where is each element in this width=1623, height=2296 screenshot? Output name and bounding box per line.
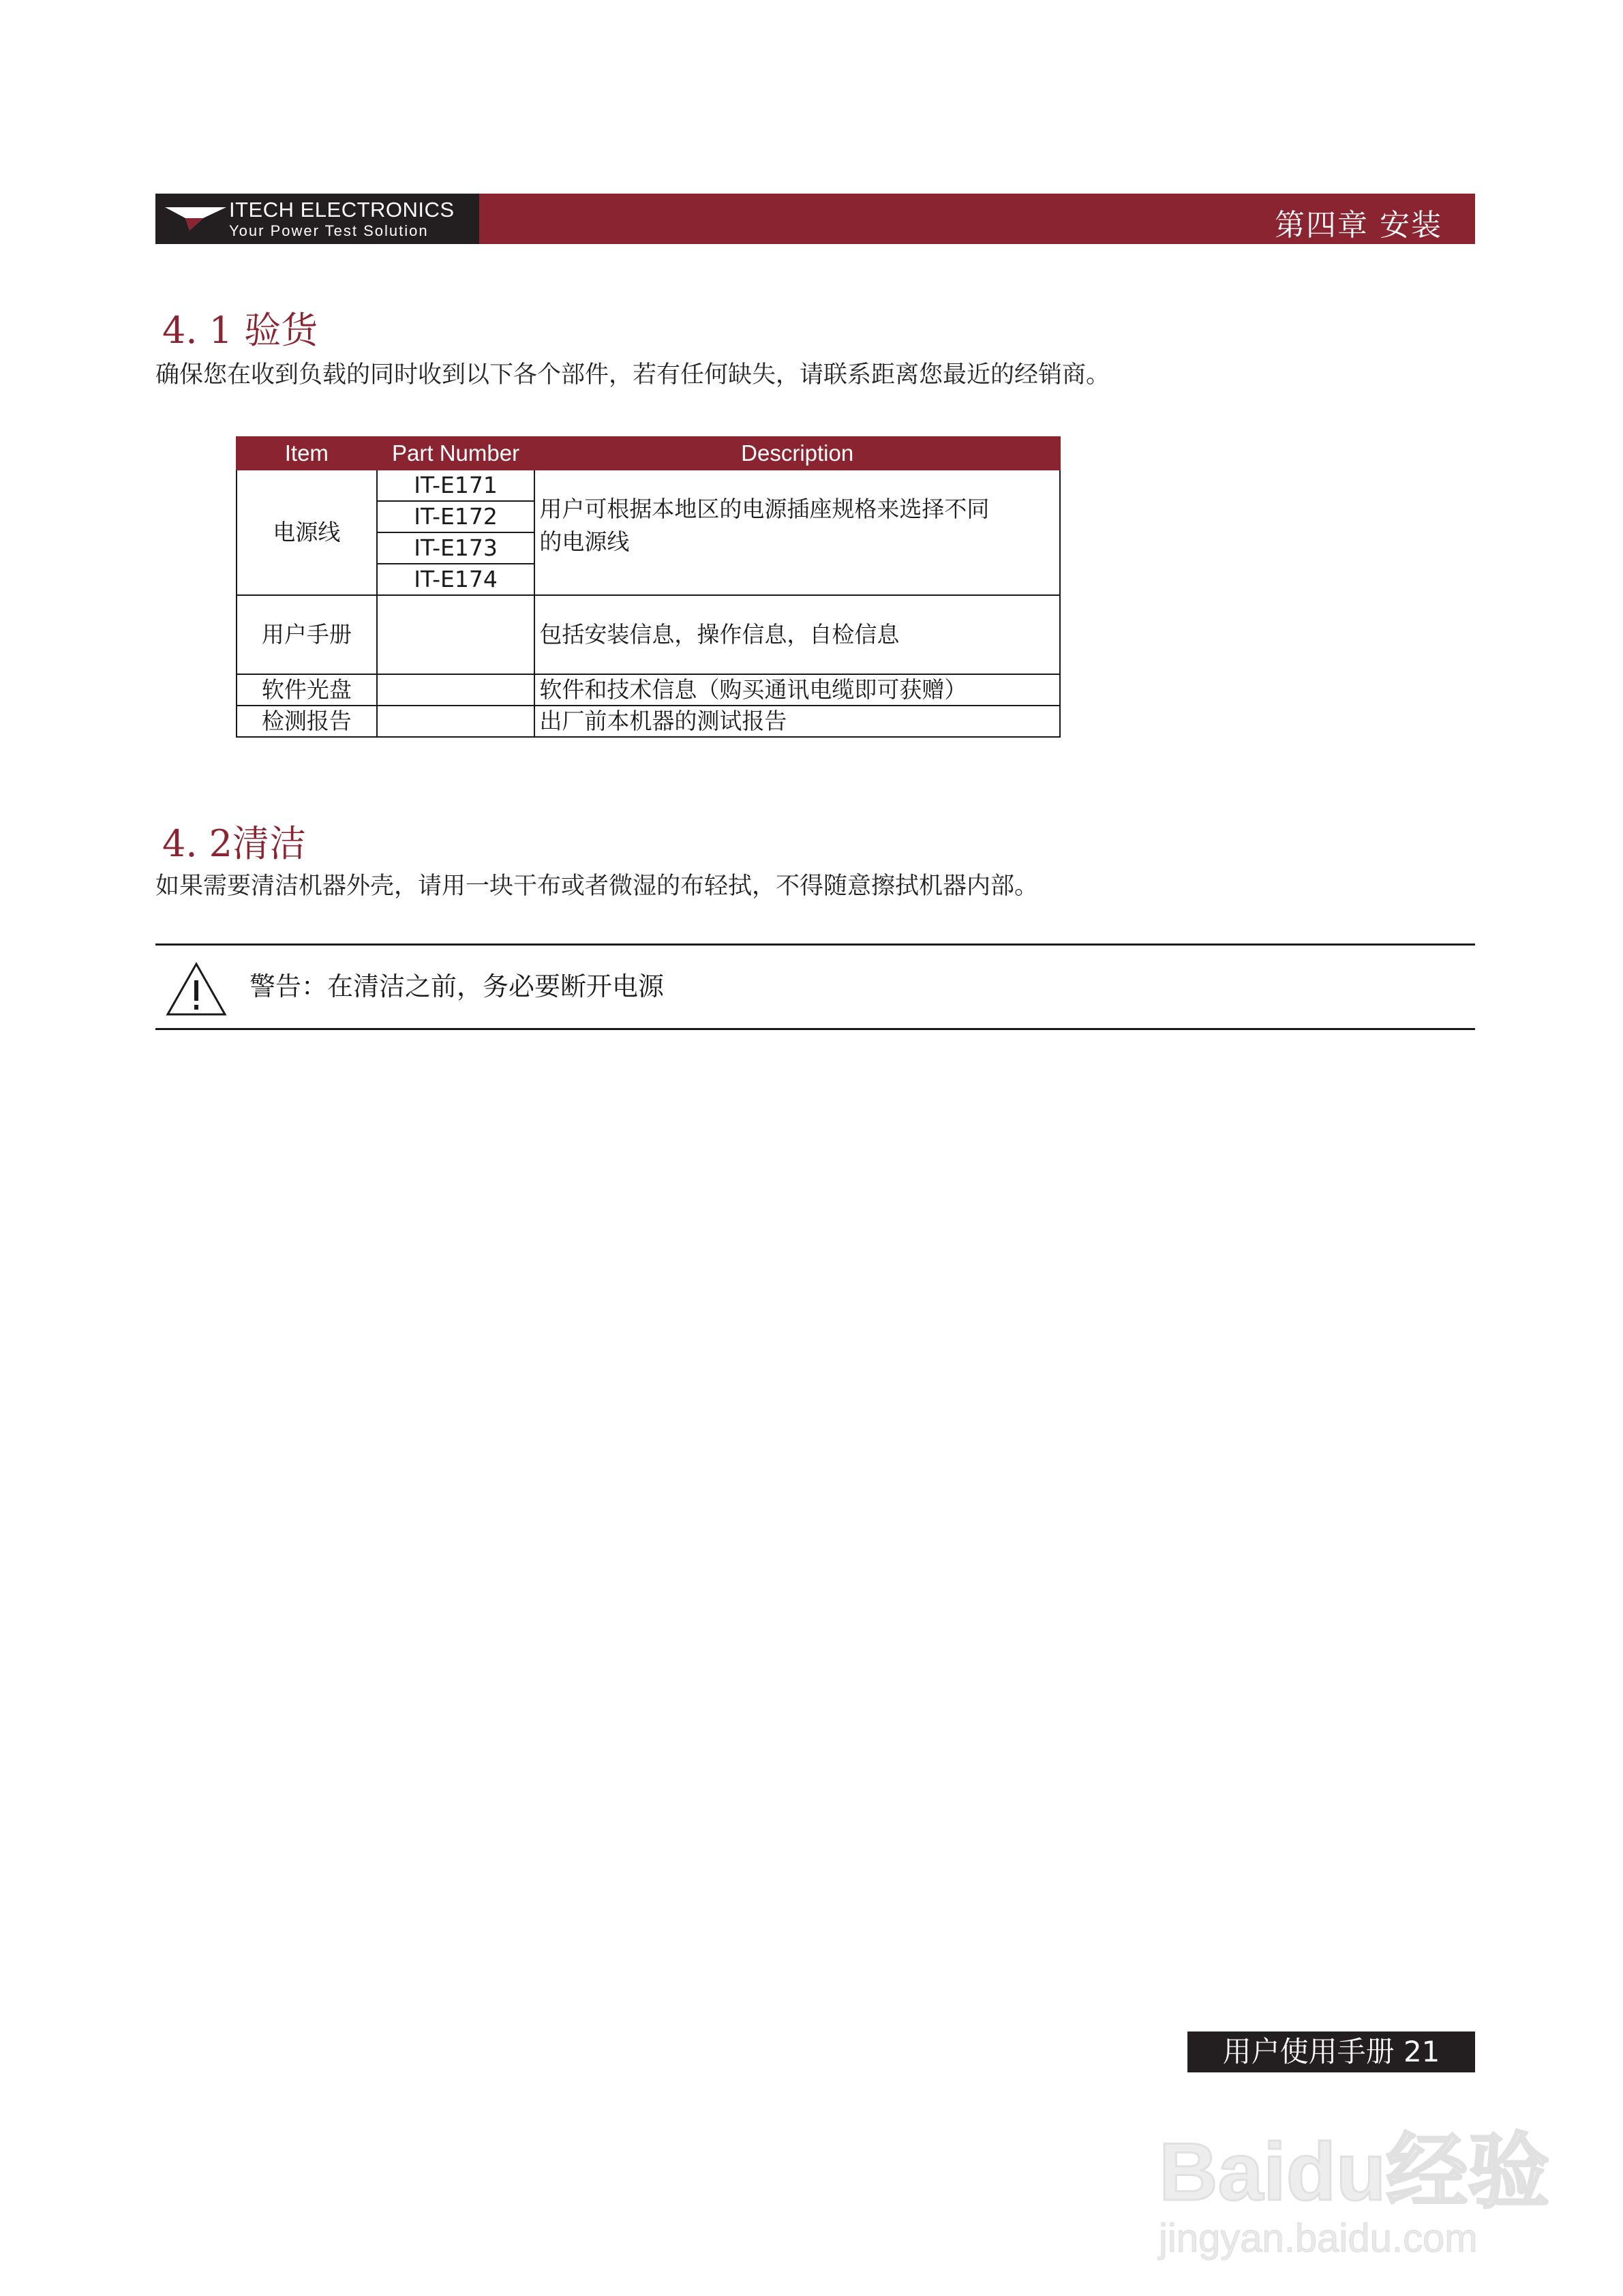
description-line: 的电源线 bbox=[539, 528, 630, 555]
itech-logo bbox=[155, 194, 479, 244]
description-cell: 出厂前本机器的测试报告 bbox=[534, 706, 1060, 737]
description-cell bbox=[534, 470, 1060, 595]
part-number-cell: IT-E172 bbox=[377, 501, 535, 532]
column-header-item: Item bbox=[237, 437, 377, 470]
baidu-watermark bbox=[1159, 2106, 1550, 2263]
item-cell: 软件光盘 bbox=[237, 674, 377, 706]
warning-text: 警告：在清洁之前，务必要断开电源 bbox=[249, 971, 665, 1001]
item-cell: 用户手册 bbox=[237, 595, 377, 674]
section-title-cleaning: 4. 2清洁 bbox=[162, 822, 307, 865]
column-header-part-number: Part Number bbox=[377, 437, 535, 470]
part-number-cell bbox=[377, 706, 535, 737]
part-number-cell: IT-E173 bbox=[377, 532, 535, 564]
table-header-row bbox=[237, 437, 1060, 470]
table-row bbox=[237, 706, 1060, 737]
section-intro-inspection: 确保您在收到负载的同时收到以下各个部件，若有任何缺失，请联系距离您最近的经销商。 bbox=[155, 361, 1110, 389]
brand-name: ITECH ELECTRONICS bbox=[229, 198, 455, 222]
description-cell: 软件和技术信息（购买通讯电缆即可获赠） bbox=[534, 674, 1060, 706]
column-header-description: Description bbox=[534, 437, 1060, 470]
table-row bbox=[237, 595, 1060, 674]
brand-tagline: Your Power Test Solution bbox=[229, 222, 429, 239]
item-cell: 检测报告 bbox=[237, 706, 377, 737]
watermark-url: jingyan.baidu.com bbox=[1159, 2216, 1478, 2261]
part-number-cell bbox=[377, 674, 535, 706]
page-header bbox=[155, 194, 1475, 244]
part-number-cell bbox=[377, 595, 535, 674]
description-line: 用户可根据本地区的电源插座规格来选择不同 bbox=[539, 496, 990, 522]
divider bbox=[155, 1028, 1475, 1030]
part-number-cell: IT-E171 bbox=[377, 470, 535, 501]
part-number-cell: IT-E174 bbox=[377, 564, 535, 595]
itech-logo-mark-icon bbox=[162, 203, 229, 235]
section-title-inspection: 4. 1 验货 bbox=[162, 309, 318, 352]
warning-triangle-icon bbox=[165, 961, 228, 1017]
watermark-brand: Baidu经验 bbox=[1159, 2126, 1550, 2218]
table-row bbox=[237, 674, 1060, 706]
footer-page-label: 用户使用手册 21 bbox=[1187, 2031, 1475, 2072]
table-row bbox=[237, 470, 1060, 501]
parts-table bbox=[236, 436, 1061, 738]
section-intro-cleaning: 如果需要清洁机器外壳，请用一块干布或者微湿的布轻拭，不得随意擦拭机器内部。 bbox=[155, 873, 1039, 900]
description-cell: 包括安装信息，操作信息，自检信息 bbox=[534, 595, 1060, 674]
chapter-title: 第四章 安装 bbox=[1275, 208, 1442, 243]
divider bbox=[155, 943, 1475, 946]
item-cell: 电源线 bbox=[237, 470, 377, 595]
